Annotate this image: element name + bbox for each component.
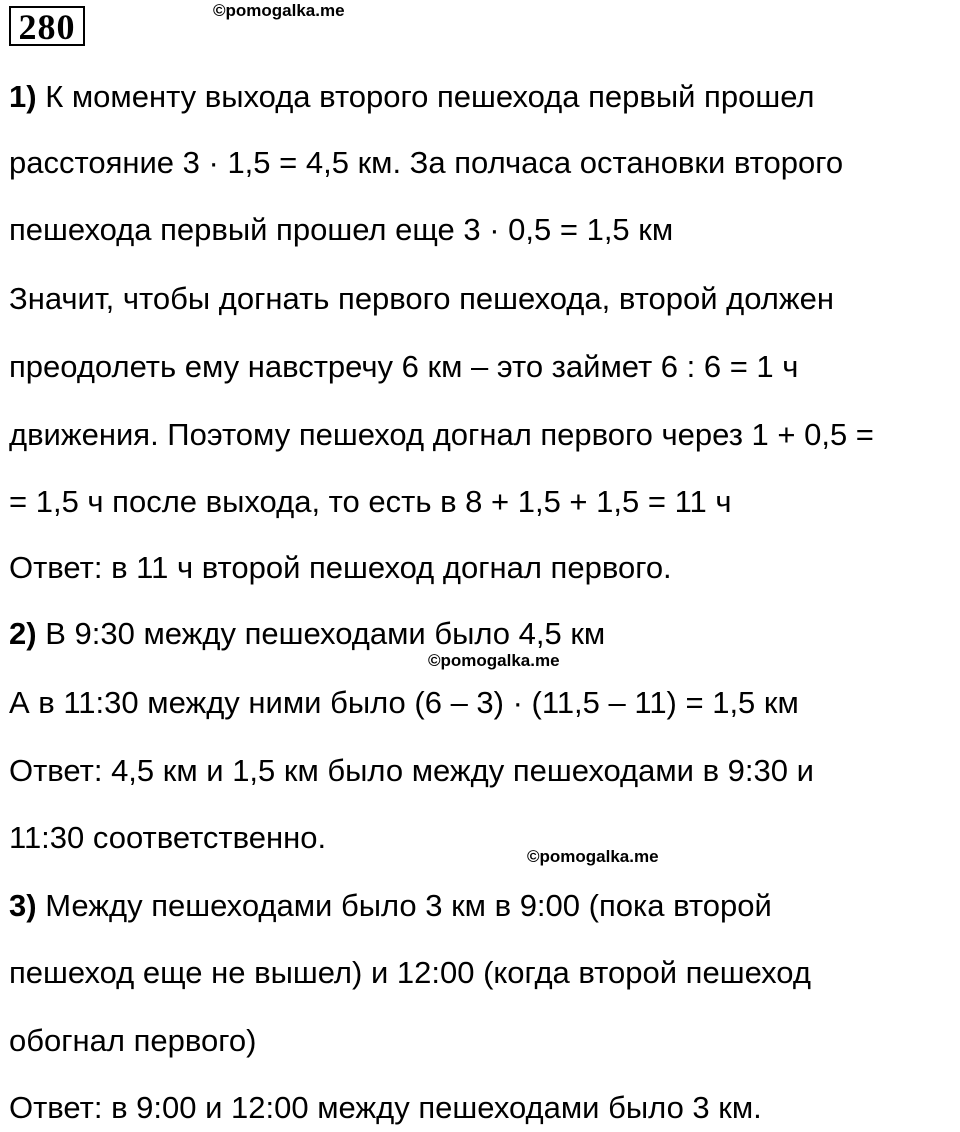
part3-line-1 bbox=[9, 886, 772, 926]
part1-line-1 bbox=[9, 77, 815, 117]
part3-line-2: пешеход еще не вышел) и 12:00 (когда второй пешеход bbox=[9, 955, 811, 990]
part1-line-7: = 1,5 ч после выхода, то есть в 8 + 1,5 + 1,5 = 11 ч bbox=[9, 484, 732, 519]
part1-answer: Ответ: в 11 ч второй пешеход догнал первого. bbox=[9, 550, 672, 585]
part1-line-4: Значит, чтобы догнать первого пешехода, второй должен bbox=[9, 281, 834, 316]
part2-answer-1: Ответ: 4,5 км и 1,5 км было между пешеходами в 9:30 и bbox=[9, 753, 814, 788]
part1-line-3: пешехода первый прошел еще 3 · 0,5 = 1,5 км bbox=[9, 212, 674, 247]
part2-line-2: А в 11:30 между ними было (6 – 3) · (11,5 – 11) = 1,5 км bbox=[9, 685, 799, 720]
part3-answer: Ответ: в 9:00 и 12:00 между пешеходами было 3 км. bbox=[9, 1090, 762, 1125]
part1-text-1: К моменту выхода второго пешехода первый прошел bbox=[45, 79, 815, 114]
part3-label: 3) bbox=[9, 888, 37, 923]
part2-label: 2) bbox=[9, 616, 37, 651]
watermark-middle: ©pomogalka.me bbox=[428, 651, 560, 670]
part3-text-1: Между пешеходами было 3 км в 9:00 (пока второй bbox=[45, 888, 772, 923]
part3-line-3: обогнал первого) bbox=[9, 1023, 257, 1058]
part1-line-6: движения. Поэтому пешеход догнал первого через 1 + 0,5 = bbox=[9, 417, 874, 452]
part2-text-1: В 9:30 между пешеходами было 4,5 км bbox=[45, 616, 606, 651]
watermark-top: ©pomogalka.me bbox=[213, 1, 345, 20]
part2-answer-2: 11:30 соответственно. bbox=[9, 820, 327, 855]
task-number-box bbox=[9, 6, 85, 46]
part1-label: 1) bbox=[9, 79, 37, 114]
watermark-bottom: ©pomogalka.me bbox=[527, 847, 659, 866]
part2-line-1 bbox=[9, 614, 605, 654]
part1-line-5: преодолеть ему навстречу 6 км – это займет 6 : 6 = 1 ч bbox=[9, 349, 799, 384]
task-number: 280 bbox=[18, 7, 76, 47]
part1-line-2: расстояние 3 · 1,5 = 4,5 км. За полчаса остановки второго bbox=[9, 145, 844, 180]
